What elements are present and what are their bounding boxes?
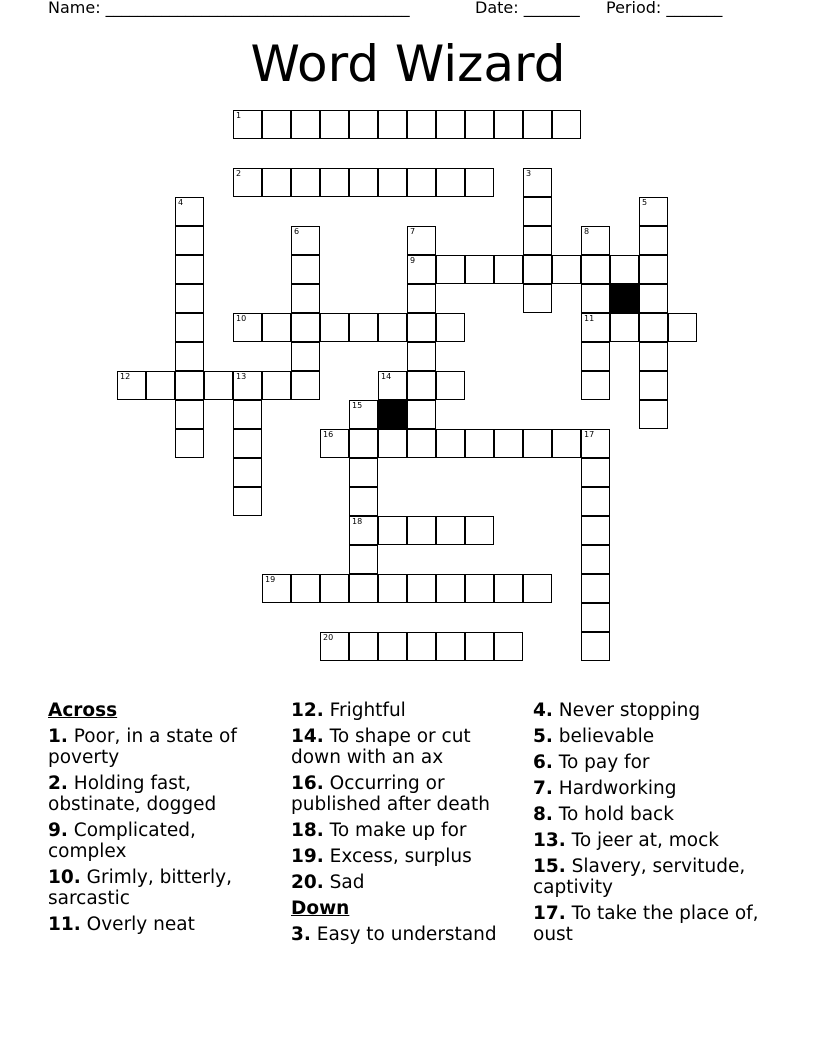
crossword-cell[interactable] (436, 168, 465, 197)
crossword-cell[interactable] (494, 110, 523, 139)
crossword-cell[interactable] (407, 574, 436, 603)
crossword-cell[interactable] (581, 574, 610, 603)
clue-number: 9. (48, 820, 68, 841)
crossword-cell[interactable] (407, 284, 436, 313)
crossword-cell[interactable] (117, 371, 146, 400)
crossword-cell[interactable] (349, 632, 378, 661)
clue-number: 5 (642, 198, 648, 207)
black-square (610, 284, 639, 313)
crossword-cell[interactable] (436, 516, 465, 545)
clue-number: 12. (291, 700, 324, 721)
crossword-cell[interactable] (581, 603, 610, 632)
clue-item (291, 773, 521, 815)
crossword-cell[interactable] (465, 429, 494, 458)
clue-item (533, 804, 763, 825)
crossword-cell[interactable] (465, 516, 494, 545)
clue-number: 1. (48, 726, 68, 747)
crossword-cell[interactable] (639, 255, 668, 284)
crossword-cell[interactable] (523, 110, 552, 139)
crossword-cell[interactable] (233, 110, 262, 139)
crossword-cell[interactable] (494, 255, 523, 284)
clue-number: 3. (291, 924, 311, 945)
clue-item (533, 726, 763, 747)
crossword-cell[interactable] (320, 574, 349, 603)
crossword-cell[interactable] (320, 168, 349, 197)
clue-item (533, 700, 763, 721)
crossword-cell[interactable] (581, 313, 610, 342)
clue-item (291, 726, 521, 768)
clue-number: 19. (291, 846, 324, 867)
page-title: Word Wizard (250, 35, 566, 93)
clue-text: Never stopping (558, 700, 701, 721)
crossword-cell[interactable] (639, 197, 668, 226)
crossword-cell[interactable] (436, 110, 465, 139)
crossword-cell[interactable] (349, 110, 378, 139)
clues-column-2 (291, 700, 521, 950)
crossword-cell[interactable] (494, 632, 523, 661)
clue-number: 17 (584, 430, 595, 439)
clue-text: To jeer at, mock (571, 830, 719, 851)
crossword-cell[interactable] (320, 632, 349, 661)
crossword-cell[interactable] (175, 342, 204, 371)
crossword-cell[interactable] (639, 371, 668, 400)
clue-heading: Down (291, 898, 350, 919)
crossword-cell[interactable] (407, 342, 436, 371)
clue-text: Overly neat (86, 914, 195, 935)
clue-text: Easy to understand (316, 924, 497, 945)
crossword-cell[interactable] (291, 255, 320, 284)
crossword-cell[interactable] (204, 371, 233, 400)
crossword-cell[interactable] (378, 429, 407, 458)
clue-text: Frightful (329, 700, 406, 721)
date-field-label[interactable]: Date: _______ (475, 0, 580, 17)
crossword-cell[interactable] (378, 168, 407, 197)
clues-column-3 (533, 700, 763, 950)
crossword-cell[interactable] (581, 516, 610, 545)
period-field-label[interactable]: Period: _______ (606, 0, 723, 17)
clue-item (48, 867, 278, 909)
clue-item (533, 752, 763, 773)
crossword-cell[interactable] (349, 400, 378, 429)
crossword-cell[interactable] (436, 632, 465, 661)
crossword-cell[interactable] (349, 429, 378, 458)
crossword-cell[interactable] (349, 574, 378, 603)
crossword-cell[interactable] (436, 255, 465, 284)
crossword-cell[interactable] (378, 516, 407, 545)
crossword-cell[interactable] (262, 574, 291, 603)
crossword-cell[interactable] (291, 168, 320, 197)
crossword-cell[interactable] (436, 371, 465, 400)
clue-number: 12 (120, 372, 131, 381)
clue-text: To hold back (558, 804, 674, 825)
crossword-cell[interactable] (233, 371, 262, 400)
crossword-cell[interactable] (581, 429, 610, 458)
crossword-cell[interactable] (639, 342, 668, 371)
crossword-cell[interactable] (407, 110, 436, 139)
clue-number: 10. (48, 867, 81, 888)
crossword-cell[interactable] (320, 110, 349, 139)
crossword-cell[interactable] (291, 574, 320, 603)
clue-text: To make up for (329, 820, 467, 841)
crossword-cell[interactable] (262, 110, 291, 139)
clue-number: 20 (323, 633, 334, 642)
clue-number: 10 (236, 314, 247, 323)
crossword-cell[interactable] (581, 545, 610, 574)
clue-number: 9 (410, 256, 416, 265)
clue-item (48, 914, 278, 935)
clue-number: 13 (236, 372, 247, 381)
crossword-cell[interactable] (291, 284, 320, 313)
crossword-cell[interactable] (175, 284, 204, 313)
clue-number: 17. (533, 903, 566, 924)
clue-item (291, 872, 521, 893)
clue-number: 8. (533, 804, 553, 825)
clue-text: believable (558, 726, 655, 747)
clue-number: 18. (291, 820, 324, 841)
clue-text: Slavery, servitude, captivity (533, 856, 746, 898)
crossword-cell[interactable] (378, 313, 407, 342)
crossword-cell[interactable] (436, 574, 465, 603)
crossword-cell[interactable] (175, 255, 204, 284)
crossword-cell[interactable] (581, 371, 610, 400)
clue-text: Poor, in a state of poverty (48, 726, 237, 768)
name-field-label[interactable]: Name: ______________________________________ (48, 0, 410, 17)
crossword-cell[interactable] (523, 574, 552, 603)
crossword-cell[interactable] (378, 110, 407, 139)
crossword-cell[interactable] (552, 255, 581, 284)
black-square (378, 400, 407, 429)
crossword-cell[interactable] (407, 516, 436, 545)
crossword-cell[interactable] (639, 284, 668, 313)
crossword-cell[interactable] (233, 168, 262, 197)
crossword-cell[interactable] (349, 545, 378, 574)
crossword-cell[interactable] (465, 255, 494, 284)
crossword-cell[interactable] (262, 313, 291, 342)
crossword-cell[interactable] (175, 400, 204, 429)
crossword-cell[interactable] (146, 371, 175, 400)
clue-text: Occurring or published after death (291, 773, 490, 815)
clues-section (0, 700, 816, 1030)
crossword-cell[interactable] (494, 574, 523, 603)
crossword-cell[interactable] (378, 632, 407, 661)
crossword-cell[interactable] (407, 226, 436, 255)
crossword-cell[interactable] (523, 197, 552, 226)
crossword-cell[interactable] (610, 313, 639, 342)
crossword-cell[interactable] (610, 255, 639, 284)
crossword-cell[interactable] (465, 574, 494, 603)
crossword-cell[interactable] (175, 226, 204, 255)
clue-number: 19 (265, 575, 276, 584)
clue-item (48, 726, 278, 768)
clue-number: 14 (381, 372, 392, 381)
clue-number: 16 (323, 430, 334, 439)
crossword-cell[interactable] (552, 429, 581, 458)
clue-item (533, 903, 763, 945)
crossword-cell[interactable] (581, 342, 610, 371)
crossword-cell[interactable] (378, 574, 407, 603)
crossword-cell[interactable] (407, 168, 436, 197)
crossword-cell[interactable] (262, 371, 291, 400)
crossword-cell[interactable] (407, 371, 436, 400)
clue-number: 1 (236, 111, 242, 120)
crossword-cell[interactable] (233, 400, 262, 429)
crossword-cell[interactable] (407, 429, 436, 458)
crossword-cell[interactable] (349, 516, 378, 545)
crossword-cell[interactable] (668, 313, 697, 342)
clue-number: 8 (584, 227, 590, 236)
crossword-cell[interactable] (639, 226, 668, 255)
clue-text: Hardworking (558, 778, 677, 799)
clue-text: Complicated, complex (48, 820, 196, 862)
crossword-cell[interactable] (639, 313, 668, 342)
crossword-cell[interactable] (291, 226, 320, 255)
clue-text: Grimly, bitterly, sarcastic (48, 867, 232, 909)
clue-text: To take the place of, oust (533, 903, 759, 945)
crossword-cell[interactable] (639, 400, 668, 429)
clue-number: 4. (533, 700, 553, 721)
crossword-cell[interactable] (581, 458, 610, 487)
crossword-cell[interactable] (436, 313, 465, 342)
crossword-cell[interactable] (233, 313, 262, 342)
clue-heading: Across (48, 700, 118, 721)
clue-number: 5. (533, 726, 553, 747)
crossword-cell[interactable] (523, 255, 552, 284)
clue-item (291, 924, 521, 945)
crossword-cell[interactable] (175, 197, 204, 226)
clue-number: 15. (533, 856, 566, 877)
clue-number: 13. (533, 830, 566, 851)
crossword-cell[interactable] (581, 226, 610, 255)
crossword-cell[interactable] (349, 458, 378, 487)
clue-number: 11. (48, 914, 81, 935)
crossword-cell[interactable] (175, 371, 204, 400)
crossword-cell[interactable] (378, 371, 407, 400)
clue-number: 7. (533, 778, 553, 799)
crossword-cell[interactable] (465, 110, 494, 139)
clues-column-1 (48, 700, 278, 940)
crossword-cell[interactable] (581, 255, 610, 284)
clue-text: Holding fast, obstinate, dogged (48, 773, 217, 815)
crossword-cell[interactable] (233, 429, 262, 458)
clue-item (48, 820, 278, 862)
clue-item (533, 830, 763, 851)
crossword-cell[interactable] (407, 400, 436, 429)
crossword-cell[interactable] (407, 632, 436, 661)
clue-number: 2 (236, 169, 242, 178)
clue-item (533, 856, 763, 898)
clue-number: 18 (352, 517, 363, 526)
crossword-cell[interactable] (291, 342, 320, 371)
crossword-cell[interactable] (552, 110, 581, 139)
crossword-cell[interactable] (523, 226, 552, 255)
crossword-cell[interactable] (291, 313, 320, 342)
clue-number: 14. (291, 726, 324, 747)
crossword-cell[interactable] (349, 168, 378, 197)
crossword-cell[interactable] (465, 632, 494, 661)
clue-item (48, 773, 278, 815)
clue-number: 11 (584, 314, 595, 323)
clue-text: Sad (329, 872, 365, 893)
clue-number: 3 (526, 169, 532, 178)
clue-item (291, 700, 521, 721)
crossword-cell[interactable] (523, 429, 552, 458)
clue-text: To pay for (558, 752, 650, 773)
crossword-cell[interactable] (175, 429, 204, 458)
clue-text: Excess, surplus (329, 846, 472, 867)
clue-text: To shape or cut down with an ax (291, 726, 471, 768)
crossword-cell[interactable] (320, 313, 349, 342)
clue-number: 7 (410, 227, 416, 236)
crossword-cell[interactable] (233, 458, 262, 487)
clue-item (291, 820, 521, 841)
clue-item (533, 778, 763, 799)
crossword-cell[interactable] (320, 429, 349, 458)
crossword-cell[interactable] (581, 487, 610, 516)
crossword-cell[interactable] (581, 632, 610, 661)
crossword-cell[interactable] (233, 487, 262, 516)
crossword-cell[interactable] (262, 168, 291, 197)
clue-item (291, 846, 521, 867)
crossword-cell[interactable] (407, 255, 436, 284)
clue-number: 2. (48, 773, 68, 794)
crossword-cell[interactable] (581, 284, 610, 313)
clue-number: 16. (291, 773, 324, 794)
clue-number: 4 (178, 198, 184, 207)
crossword-cell[interactable] (291, 371, 320, 400)
clue-number: 6 (294, 227, 300, 236)
crossword-cell[interactable] (407, 313, 436, 342)
crossword-cell[interactable] (175, 313, 204, 342)
crossword-cell[interactable] (523, 168, 552, 197)
crossword-cell[interactable] (523, 284, 552, 313)
crossword-cell[interactable] (349, 313, 378, 342)
clue-number: 20. (291, 872, 324, 893)
crossword-cell[interactable] (494, 429, 523, 458)
clue-number: 6. (533, 752, 553, 773)
clue-number: 15 (352, 401, 363, 410)
crossword-cell[interactable] (349, 487, 378, 516)
crossword-cell[interactable] (436, 429, 465, 458)
crossword-cell[interactable] (291, 110, 320, 139)
crossword-cell[interactable] (465, 168, 494, 197)
